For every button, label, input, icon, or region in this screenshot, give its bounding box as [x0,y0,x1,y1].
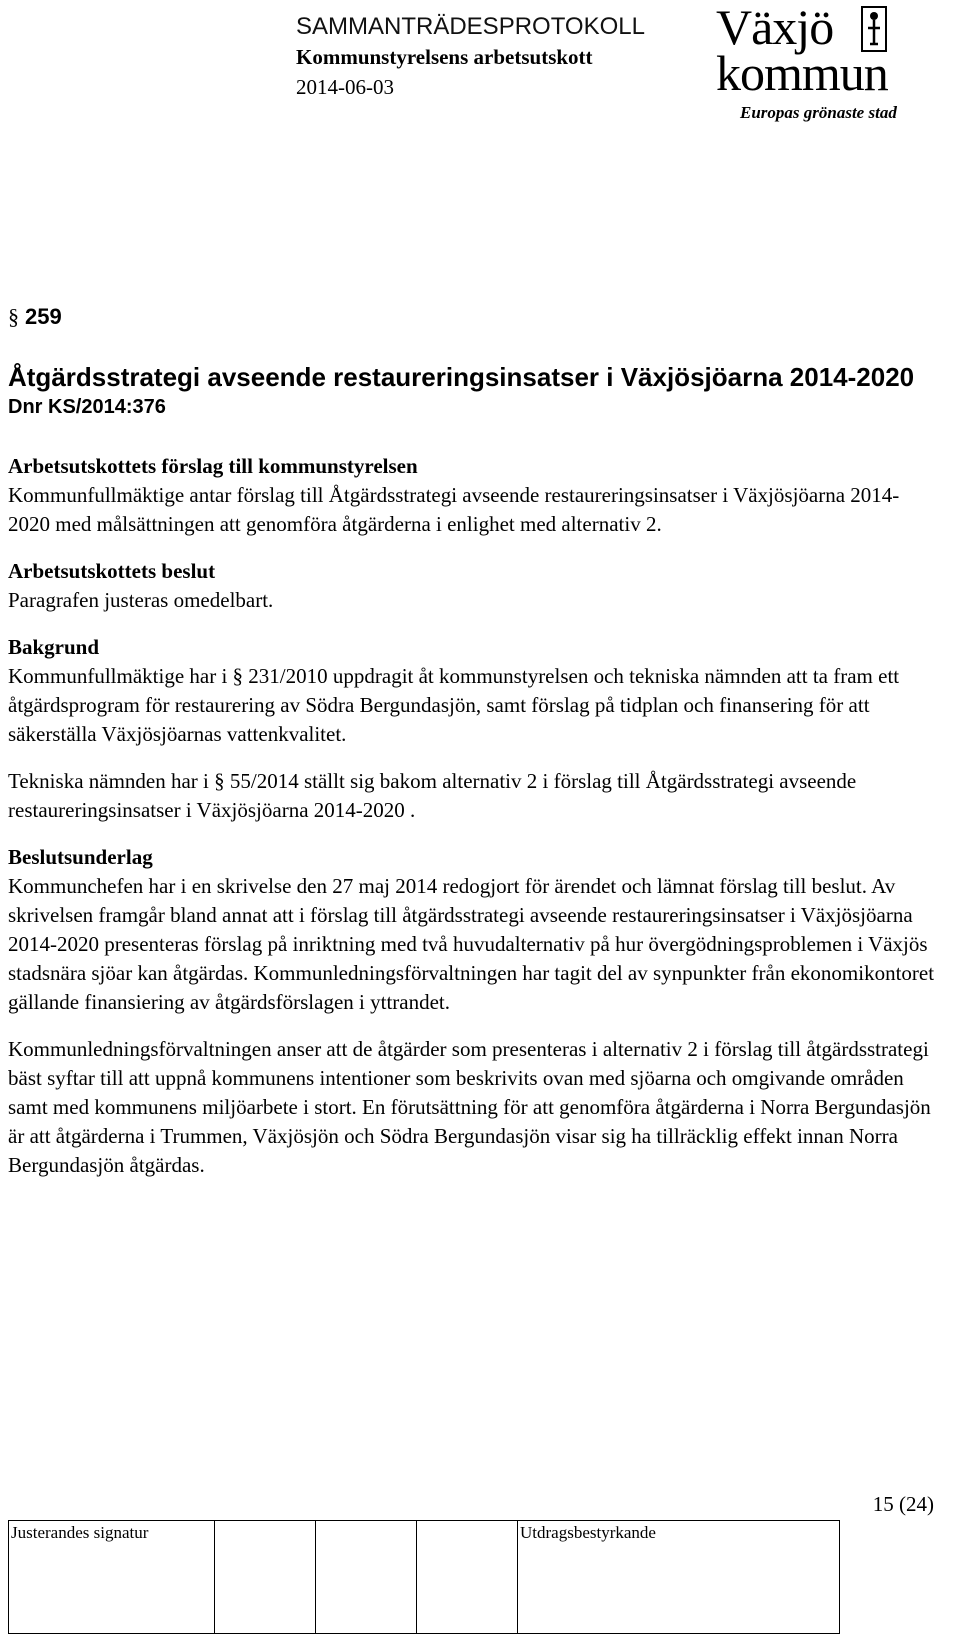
paragraph-number-value: 259 [25,304,62,329]
section-heading: Arbetsutskottets beslut [8,559,216,583]
section-heading: Bakgrund [8,635,100,659]
matter-title: Åtgärdsstrategi avseende restaureringsinsatser i Växjösjöarna 2014-2020 [8,362,915,392]
section-paragraph: Kommunfullmäktige antar förslag till Åtgärdsstrategi avseende restaureringsinsatser i Växjösjöarna 2014-2020 med målsättningen att genomföra åtgärderna i enlighet med alternativ 2. [8,483,900,536]
document-header [296,12,645,102]
protocol-title: SAMMANTRÄDESPROTOKOLL [296,13,645,40]
signature-table [8,1520,840,1634]
section-decision [8,557,938,615]
extract-cell [518,1521,839,1633]
logo-line-2: kommun [716,45,888,101]
logo-slogan: Europas grönaste stad [740,103,897,122]
section-basis [8,843,938,1180]
section-paragraph: Kommunledningsförvaltningen anser att de åtgärder som presenteras i alternativ 2 i förslag till åtgärdsstrategi bäst syftar till att uppnå kommunens intentioner som beskrivits ovan med sjöarna och omgivande områden samt med kommunens miljöarbete i stort. En förutsättning för att genomföra åtgärderna i Norra Bergundasjön är att åtgärderna i Trummen, Växjösjön och Södra Bergundasjön visar sig ha tillräcklig effekt innan Norra Bergundasjön åtgärdas. [8,1037,931,1177]
section-heading: Beslutsunderlag [8,845,153,869]
section-paragraph: Kommunfullmäktige har i § 231/2010 uppdragit åt kommunstyrelsen och tekniska nämnden att ta fram ett åtgärdsprogram för restaurering av Södra Bergundasjön, samt förslag på tidplan och finansering för att säkerställa Växjösjöarnas vattenkvalitet. [8,664,900,746]
logo-line-1: Växjö [716,0,834,55]
extract-label: Utdragsbestyrkande [520,1523,656,1542]
section-heading: Arbetsutskottets förslag till kommunstyrelsen [8,454,418,478]
signature-label: Justerandes signatur [11,1523,149,1542]
signature-box [316,1521,417,1633]
section-paragraph: Tekniska nämnden har i § 55/2014 ställt sig bakom alternativ 2 i förslag till Åtgärdsstrategi avseende restaureringsinsatser i Växjösjöarna 2014-2020 . [8,769,857,822]
vaxjo-kommun-logo [716,2,936,127]
committee-name: Kommunstyrelsens arbetsutskott [296,45,593,69]
meeting-date: 2014-06-03 [296,75,394,99]
section-sign: § [8,304,19,329]
section-paragraph: Kommunchefen har i en skrivelse den 27 maj 2014 redogjort för ärendet och lämnat förslag till beslut. Av skrivelsen framgår bland annat att i förslag till åtgärdsstrategi avseende restaureringsinsatser i Växjösjöarna 2014-2020 presenteras förslag på inriktning med två huvudalternativ på hur övergödningsproblemen i Växjös stadsnära sjöar kan åtgärdas. Kommunledningsförvaltningen har tagit del av synpunkter från ekonomikontoret gällande finansiering av åtgärdsförslagen i yttrandet. [8,874,935,1014]
signature-box [417,1521,518,1633]
page-number: 15 (24) [872,1492,934,1516]
section-proposal [8,452,938,539]
signature-cell [9,1521,215,1633]
section-background [8,633,938,825]
paragraph-number [8,300,938,334]
section-paragraph: Paragrafen justeras omedelbart. [8,588,274,612]
registration-number: Dnr KS/2014:376 [8,396,166,418]
signature-box [215,1521,316,1633]
document-body [8,300,938,1180]
